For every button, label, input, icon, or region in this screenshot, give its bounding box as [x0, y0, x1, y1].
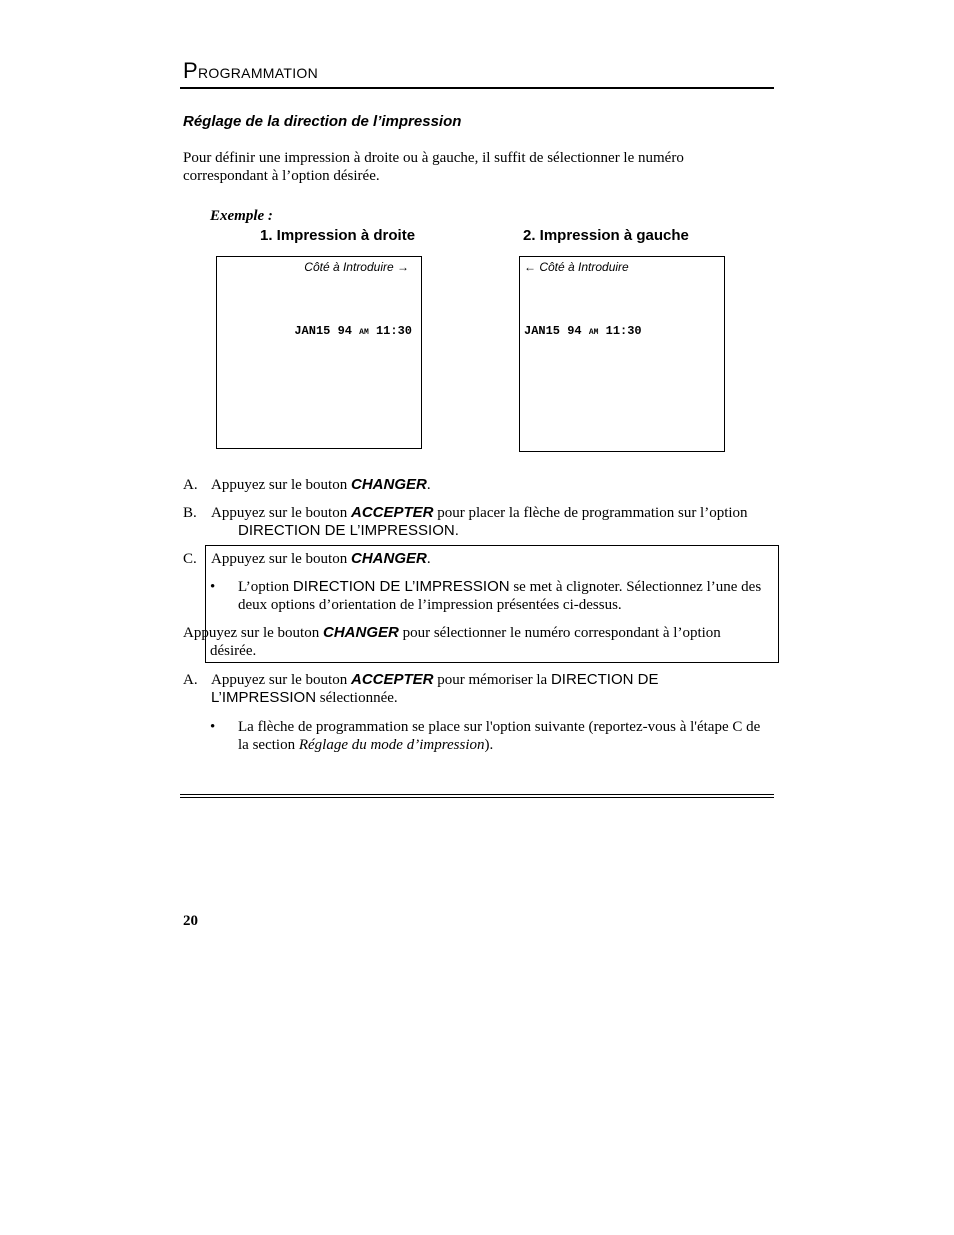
bullet-text-pre: La flèche de programmation se place sur l'option suivante (reportez-vous à l'étape C de la section	[238, 719, 761, 753]
stamp-date: JAN15 94	[524, 324, 582, 338]
step-text-pre: Appuyez sur le bouton	[211, 551, 351, 567]
step-marker: A.	[183, 672, 198, 688]
step-text	[211, 504, 771, 522]
insert-side-label-left: ← Côté à Introduire	[524, 260, 629, 274]
step-text-post: sélectionnée.	[316, 690, 398, 706]
keyword-changer: CHANGER	[322, 624, 399, 641]
press-paragraph-line2: désirée.	[210, 643, 257, 659]
bullet-text	[238, 718, 768, 754]
stamp-ampm: AM	[359, 328, 369, 337]
footer-rule	[180, 794, 774, 795]
intro-paragraph: Pour définir une impression à droite ou à gauche, il suffit de sélectionner le numéro correspondant à l’option désirée.	[183, 150, 684, 184]
example-label: Exemple :	[210, 208, 273, 224]
step-text-post: .	[426, 551, 431, 567]
keyword-accepter: ACCEPTER	[350, 504, 434, 521]
bullet-option-blinks	[210, 578, 780, 618]
stamp-ampm: AM	[588, 328, 599, 337]
step-a-press-changer	[183, 476, 783, 496]
bullet-dot: •	[210, 579, 216, 595]
stamp-time: 11:30	[375, 324, 412, 338]
bullet-text-post: se met à clignoter. Sélectionnez l’une des deux options d’orientation de l’impression présentées ci-dessus.	[238, 579, 762, 613]
paper-diagram-left	[519, 256, 725, 452]
press-paragraph-line1	[183, 624, 763, 642]
bullet-text-post: ).	[484, 737, 494, 753]
step-marker: B.	[183, 505, 197, 521]
section-heading: Réglage de la direction de l’impression	[183, 113, 462, 130]
step-marker: C.	[183, 551, 197, 567]
step-text-post: .	[426, 477, 431, 493]
bullet-dot: •	[210, 719, 216, 735]
stamp-date: JAN15 94	[294, 324, 352, 338]
step-text-pre: Appuyez sur le bouton	[211, 477, 351, 493]
step-c-press-changer	[183, 550, 783, 570]
page-number: 20	[183, 913, 198, 929]
step-text	[211, 476, 771, 494]
insert-side-label-right: Côté à Introduire →	[304, 260, 409, 274]
date-stamp-right	[294, 324, 412, 338]
bullet-text-pre: L’option	[238, 579, 293, 595]
option-left-title: 2. Impression à gauche	[523, 227, 689, 244]
step-text	[211, 671, 681, 707]
step-b-continuation: DIRECTION DE L’IMPRESSION.	[238, 522, 459, 539]
keyword-changer: CHANGER	[350, 476, 427, 493]
bullet-text	[238, 578, 768, 614]
option-right-title: 1. Impression à droite	[260, 227, 416, 244]
press-text-post: pour sélectionner le numéro correspondant à l’option	[398, 625, 721, 641]
step-text-post: pour placer la flèche de programmation sur l’option	[433, 505, 748, 521]
press-changer-paragraph	[183, 624, 763, 660]
header-rule	[180, 87, 774, 89]
section-reference: Réglage du mode d’impression	[298, 737, 485, 753]
press-text-pre: Appuyez sur le bouton	[183, 625, 323, 641]
header-title-rest: ROGRAMMATION	[197, 65, 318, 81]
option-name: DIRECTION DE L’IMPRESSION	[292, 578, 510, 595]
paper-diagram-right	[216, 256, 422, 449]
keyword-accepter: ACCEPTER	[350, 671, 434, 688]
step-a-press-accepter-save	[183, 671, 783, 711]
footer-rule	[180, 797, 774, 798]
bullet-arrow-moves	[210, 718, 780, 758]
step-text-mid: pour mémoriser la	[433, 672, 551, 688]
header-title-initial: P	[183, 58, 198, 83]
step-text-pre: Appuyez sur le bouton	[211, 505, 351, 521]
page-header-title	[183, 58, 318, 84]
step-text	[211, 550, 771, 568]
date-stamp-left	[524, 324, 642, 338]
step-marker: A.	[183, 477, 198, 493]
stamp-time: 11:30	[605, 324, 642, 338]
keyword-changer: CHANGER	[350, 550, 427, 567]
option-name: DIRECTION DE L’IMPRESSION	[211, 671, 659, 706]
step-text-pre: Appuyez sur le bouton	[211, 672, 351, 688]
